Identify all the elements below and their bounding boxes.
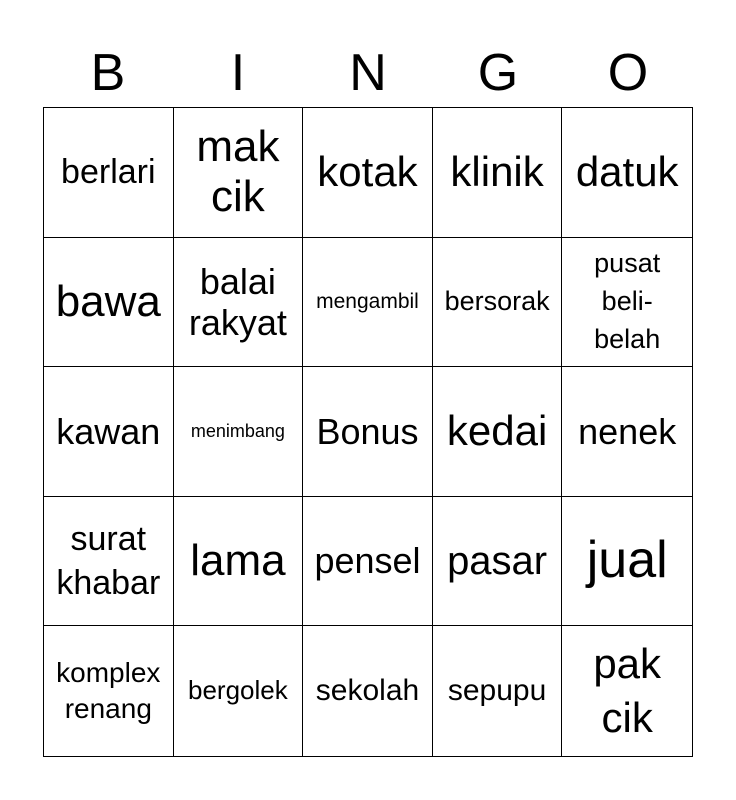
cell-text: datuk [575,148,679,196]
bingo-cell[interactable] [562,108,692,238]
bingo-cell[interactable] [174,108,304,238]
cell-text: pasar [447,539,548,584]
cell-text: mak cik [196,121,280,222]
cell-text: pusat beli-belah [594,248,661,354]
bingo-cell[interactable] [433,497,563,627]
bingo-cell[interactable] [303,238,433,368]
bingo-header [43,40,693,106]
cell-text: bergolek [188,675,288,706]
cell-text: jual [586,531,668,590]
bingo-cell[interactable] [303,108,433,238]
cell-text: bawa [55,276,161,326]
bingo-cell[interactable] [44,367,174,497]
cell-text: surat khabar [56,519,161,603]
bingo-cell[interactable] [303,497,433,627]
bingo-cell[interactable] [303,626,433,756]
cell-text: pak cik [593,639,662,742]
cell-text: mengambil [316,289,419,313]
bingo-cell[interactable] [44,626,174,756]
cell-text: nenek [578,410,677,452]
bingo-cell[interactable] [562,497,692,627]
cell-text: pensel [314,540,421,582]
header-letter-b: B [90,44,126,102]
cell-text: menimbang [190,421,285,442]
header-letter-g: G [477,44,519,102]
bingo-cell[interactable] [174,497,304,627]
cell-text: klinik [450,148,544,196]
bingo-cell[interactable] [174,626,304,756]
bingo-cell[interactable] [433,626,563,756]
bingo-cell[interactable] [562,626,692,756]
bingo-cell[interactable] [174,367,304,497]
cell-text: kedai [446,407,548,455]
cell-text: kotak [317,148,418,196]
cell-text: bersorak [444,286,550,317]
bingo-cell[interactable] [44,238,174,368]
bingo-cell[interactable] [174,238,304,368]
header-letter-n: N [349,44,387,102]
cell-text: berlari [61,152,156,191]
bingo-cell[interactable] [433,108,563,238]
cell-text: balai rakyat [188,260,287,343]
bingo-cell[interactable] [44,497,174,627]
header-letter-i: I [230,44,246,102]
bingo-cell[interactable] [303,367,433,497]
bingo-board [43,107,693,757]
bingo-cell[interactable] [433,238,563,368]
cell-text: lama [190,535,286,585]
bingo-cell[interactable] [562,238,692,368]
bingo-cell[interactable] [562,367,692,497]
bingo-cell[interactable] [433,367,563,497]
cell-text: sepupu [447,673,547,707]
cell-text: kawan [56,410,161,452]
bingo-cell[interactable] [44,108,174,238]
header-letter-o: O [607,44,649,102]
cell-text: komplex renang [56,656,161,725]
cell-text: sekolah [315,673,420,707]
cell-text: Bonus [316,410,419,452]
